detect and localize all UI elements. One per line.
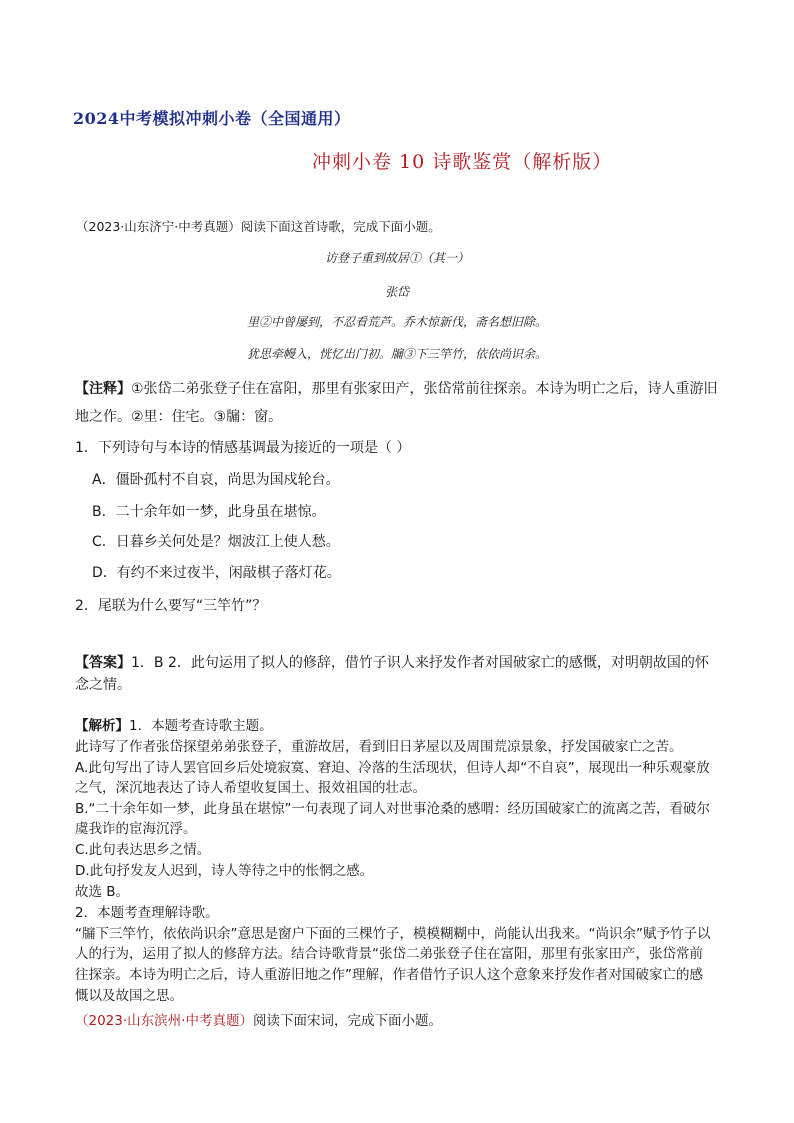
reading-intro-2 [75,1009,442,1029]
analysis-line: 慨以及故国之思。 [75,988,183,1004]
page-title: 冲刺小卷 10 诗歌鉴赏（解析版） [312,151,613,173]
answer-line [75,652,709,672]
analysis-line: 人的行为，运用了拟人的修辞方法。结合诗歌背景“张岱二弟张登子住在富阳，那里有张家田产，张岱常前 [75,946,703,962]
note-text: ①张岱二弟张登子住在富阳，那里有张家田产，张岱常前往探亲。本诗为明亡之后，诗人重游旧 [131,381,718,397]
poem-line: 里②中曾屡到，不忍看荒芦。乔木惊新伐，斋名想旧除。 [246,315,547,329]
analysis-line: 之气，深沉地表达了诗人希望收复国土、报效祖国的壮志。 [75,780,426,796]
note-line [75,378,718,398]
poem-line: 犹思牵幔入，恍忆出门初。牖③下三竿竹，依依尚识余。 [246,347,547,361]
reading-intro: （2023·山东济宁·中考真题）阅读下面这首诗歌，完成下面小题。 [76,219,441,234]
analysis-line: 故选 B。 [75,884,130,900]
header-title: 2024中考模拟冲刺小卷（全国通用） [73,109,351,128]
option-d: D．有约不来过夜半，闲敲棋子落灯花。 [92,565,341,581]
analysis-line: “牖下三竿竹，依依尚识余”意思是窗户下面的三棵竹子，模模糊糊中，尚能认出我来。“尚识余”赋予竹子以 [75,926,711,942]
source-tag: （2023·山东滨州·中考真题） [75,1013,253,1029]
option-b: B．二十余年如一梦，此身虽在堪惊。 [92,504,326,520]
question-2-stem: 2．尾联为什么要写“三竿竹”？ [75,598,267,614]
option-a: A．僵卧孤村不自哀，尚思为国戍轮台。 [92,472,340,488]
option-c: C．日暮乡关何处是？烟波江上使人愁。 [92,534,340,550]
analysis-line: 此诗写了作者张岱探望弟弟张登子，重游故居，看到旧日茅屋以及周围荒凉景象，抒发国破家亡之苦。 [75,739,683,755]
analysis-line [75,714,273,734]
analysis-line: B.“二十余年如一梦，此身虽在堪惊”一句表现了词人对世事沧桑的感喟：经历国破家亡的流离之苦，看破尔 [75,801,711,817]
analysis-line: 2．本题考查理解诗歌。 [75,905,219,921]
analysis-line: D.此句抒发友人迟到，诗人等待之中的怅惘之感。 [75,863,374,879]
poem-author: 张岱 [384,285,409,299]
intro-text: 阅读下面宋词，完成下面小题。 [252,1013,442,1029]
analysis-line: C.此句表达思乡之情。 [75,842,211,858]
analysis-line: 往探亲。本诗为明亡之后，诗人重游旧地之作”理解，作者借竹子识人这个意象来抒发作者对国破家亡的感 [75,967,703,983]
answer-label: 【答案】 [75,655,131,671]
answer-text: 1．B 2．此句运用了拟人的修辞，借竹子识人来抒发作者对国破家亡的感慨，对明朝故国的怀 [131,655,709,671]
note-label: 【注释】 [75,381,131,397]
analysis-line: 虞我诈的宦海沉浮。 [75,821,197,837]
note-line: 地之作。②里：住宅。③牖：窗。 [75,409,283,425]
answer-line: 念之情。 [75,677,131,693]
question-1-stem: 1．下列诗句与本诗的情感基调最为接近的一项是（ ） [75,440,411,456]
analysis-line: A.此句写出了诗人罢官回乡后处境寂寞、窘迫、冷落的生活现状，但诗人却“不自哀”，展现出一种乐观豪放 [75,760,710,776]
analysis-label: 【解析】 [75,718,129,734]
analysis-text: 1．本题考查诗歌主题。 [129,718,273,734]
poem-title: 访登子重到故居①（其一） [324,251,469,265]
